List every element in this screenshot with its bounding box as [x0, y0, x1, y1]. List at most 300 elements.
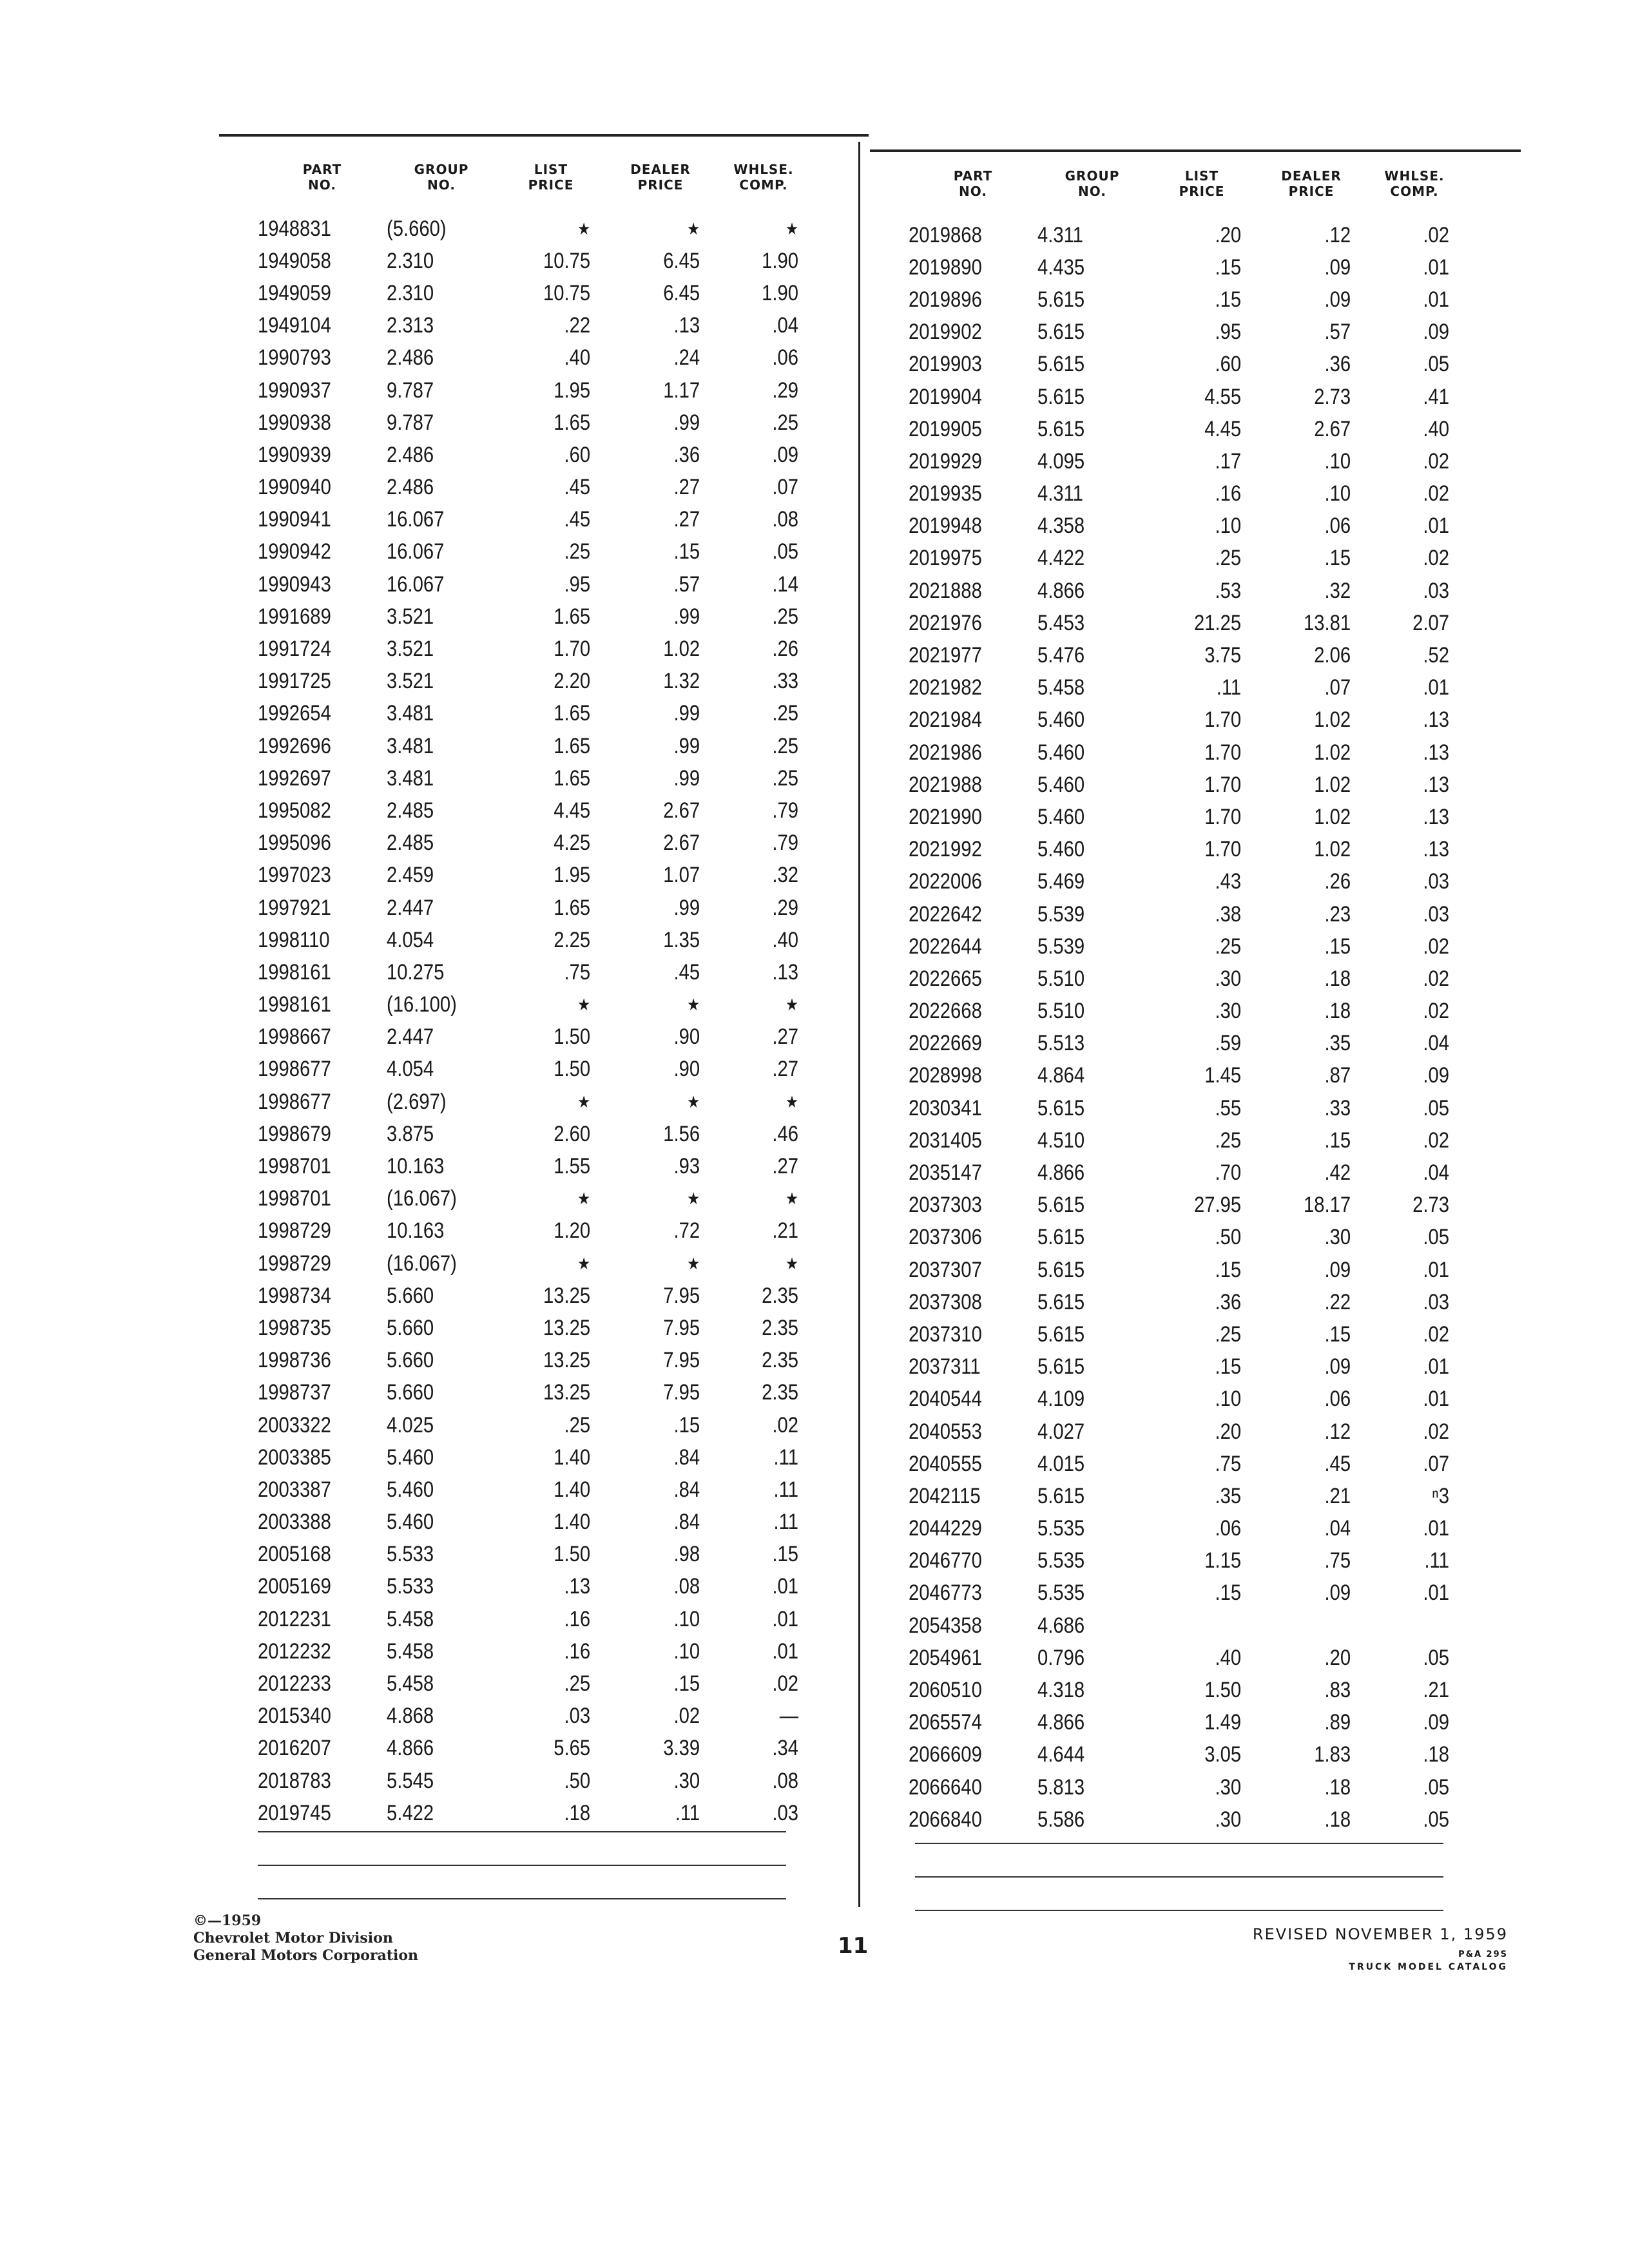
- whlse-comp-cell: .02: [772, 1671, 798, 1696]
- group-no-cell: 16.067: [387, 572, 445, 597]
- dealer-price-cell: .18: [1324, 1807, 1351, 1832]
- part-no-cell: 2003385: [258, 1445, 331, 1470]
- dealer-price-cell: .99: [673, 765, 700, 791]
- group-no-cell: (16.067): [387, 1251, 457, 1276]
- dealer-price-cell: .99: [673, 733, 700, 758]
- whlse-comp-cell: .02: [1423, 934, 1449, 959]
- dealer-price-cell: .12: [1324, 1419, 1351, 1444]
- whlse-comp-cell: .40: [772, 927, 798, 952]
- part-no-cell: 1990943: [258, 572, 331, 597]
- header-list-price: LIST PRICE: [528, 162, 574, 193]
- part-no-cell: 2040555: [909, 1451, 982, 1476]
- table-row: [909, 1610, 1501, 1642]
- part-no-cell: 2037303: [909, 1193, 982, 1218]
- whlse-comp-cell: .29: [772, 378, 798, 403]
- price-table-left: [258, 148, 812, 1829]
- part-no-cell: 1998734: [258, 1283, 331, 1308]
- part-no-cell: 1998679: [258, 1121, 331, 1146]
- revised-date: REVISED NOVEMBER 1, 1959: [1252, 1925, 1508, 1943]
- table-row: [909, 1189, 1501, 1222]
- group-no-cell: 5.660: [387, 1380, 434, 1405]
- whlse-comp-cell: .02: [772, 1412, 798, 1437]
- group-no-cell: 10.163: [387, 1154, 445, 1179]
- dealer-price-cell: 1.02: [1314, 707, 1351, 733]
- whlse-comp-cell: 2.35: [762, 1315, 798, 1340]
- dealer-price-cell: 2.67: [663, 798, 700, 823]
- whlse-comp-cell: .09: [1423, 320, 1449, 345]
- list-price-cell: .17: [1215, 448, 1242, 474]
- dealer-price-cell: .89: [1324, 1710, 1351, 1735]
- part-no-cell: 2019903: [909, 352, 982, 377]
- group-no-cell: 5.458: [387, 1606, 434, 1631]
- part-no-cell: 2037310: [909, 1321, 982, 1347]
- whlse-comp-cell: —: [779, 1704, 798, 1729]
- table-row: [258, 1733, 812, 1765]
- table-row: [258, 1797, 812, 1829]
- list-price-cell: ★: [577, 1189, 591, 1209]
- table-header: [909, 155, 1501, 213]
- group-no-cell: 5.469: [1037, 869, 1085, 894]
- header-whlse-comp: WHLSE. COMP.: [733, 162, 794, 193]
- part-no-cell: 2018783: [258, 1768, 331, 1793]
- part-no-cell: 2019868: [909, 222, 982, 247]
- table-row: [909, 801, 1501, 833]
- table-row: [258, 1377, 812, 1409]
- part-no-cell: 1995082: [258, 798, 331, 823]
- part-no-cell: 1990940: [258, 475, 331, 500]
- dealer-price-cell: .15: [1324, 1321, 1351, 1347]
- list-price-cell: .30: [1215, 999, 1242, 1024]
- dealer-price-cell: .15: [1324, 546, 1351, 571]
- dealer-price-cell: .45: [673, 959, 700, 985]
- part-no-cell: 2031405: [909, 1128, 982, 1153]
- list-price-cell: 1.40: [554, 1510, 591, 1535]
- part-no-cell: 2021992: [909, 837, 982, 862]
- whlse-comp-cell: .05: [1423, 1225, 1449, 1250]
- whlse-comp-cell: .03: [1423, 578, 1449, 603]
- list-price-cell: 1.55: [554, 1154, 591, 1179]
- list-price-cell: 1.65: [554, 604, 591, 629]
- part-no-cell: 2060510: [909, 1678, 982, 1703]
- group-no-cell: 2.447: [387, 895, 434, 920]
- list-price-cell: 13.25: [543, 1380, 591, 1405]
- list-price-cell: 1.65: [554, 701, 591, 726]
- list-price-cell: .38: [1215, 901, 1242, 927]
- list-price-cell: 4.25: [554, 831, 591, 856]
- group-no-cell: 4.318: [1037, 1678, 1085, 1703]
- header-dealer-price: DEALER PRICE: [1281, 168, 1342, 199]
- group-no-cell: 5.813: [1037, 1774, 1085, 1800]
- group-no-cell: 5.660: [387, 1315, 434, 1340]
- table-row: [258, 536, 812, 568]
- dealer-price-cell: 1.17: [663, 378, 700, 403]
- list-price-cell: .55: [1215, 1095, 1242, 1120]
- blank-line: [915, 1843, 1443, 1844]
- whlse-comp-cell: .01: [772, 1606, 798, 1631]
- column-divider: [858, 142, 860, 1907]
- table-row: [258, 892, 812, 924]
- part-no-cell: 1990938: [258, 410, 331, 435]
- part-no-cell: 1991724: [258, 637, 331, 662]
- list-price-cell: .30: [1215, 1774, 1242, 1800]
- part-no-cell: 2019745: [258, 1800, 331, 1825]
- group-no-cell: 5.460: [1037, 707, 1085, 733]
- whlse-comp-cell: .27: [772, 1057, 798, 1082]
- group-no-cell: 5.460: [1037, 772, 1085, 797]
- table-row: [909, 284, 1501, 316]
- top-rule-right: [870, 149, 1521, 152]
- part-no-cell: 2021984: [909, 707, 982, 733]
- whlse-comp-cell: .46: [772, 1121, 798, 1146]
- list-price-cell: .36: [1215, 1289, 1242, 1314]
- dealer-price-cell: .20: [1324, 1645, 1351, 1670]
- dealer-price-cell: 2.67: [663, 831, 700, 856]
- dealer-price-cell: .45: [1324, 1451, 1351, 1476]
- list-price-cell: 1.15: [1204, 1548, 1242, 1573]
- group-no-cell: 5.510: [1037, 966, 1085, 991]
- page-number: 11: [838, 1933, 869, 1959]
- dealer-price-cell: .42: [1324, 1160, 1351, 1186]
- whlse-comp-cell: .27: [772, 1154, 798, 1179]
- part-no-cell: 2021976: [909, 610, 982, 635]
- list-price-cell: ★: [577, 995, 591, 1015]
- table-row: [909, 769, 1501, 801]
- dealer-price-cell: 1.07: [663, 863, 700, 888]
- dealer-price-cell: .15: [1324, 1128, 1351, 1153]
- part-no-cell: 1998735: [258, 1315, 331, 1340]
- whlse-comp-cell: .04: [1423, 1031, 1449, 1056]
- list-price-cell: .53: [1215, 578, 1242, 603]
- group-no-cell: 3.521: [387, 604, 434, 629]
- group-no-cell: 5.453: [1037, 610, 1085, 635]
- whlse-comp-cell: .79: [772, 831, 798, 856]
- whlse-comp-cell: .34: [772, 1736, 798, 1761]
- part-no-cell: 1990937: [258, 378, 331, 403]
- whlse-comp-cell: .21: [1423, 1678, 1449, 1703]
- group-no-cell: 4.422: [1037, 546, 1085, 571]
- dealer-price-cell: ★: [687, 1253, 700, 1273]
- whlse-comp-cell: .52: [1423, 643, 1449, 668]
- table-row: [258, 1765, 812, 1797]
- group-no-cell: 5.533: [387, 1542, 434, 1567]
- group-no-cell: 4.109: [1037, 1387, 1085, 1412]
- list-price-cell: .40: [1215, 1645, 1242, 1670]
- dealer-price-cell: .15: [673, 1412, 700, 1437]
- part-no-cell: 2012232: [258, 1639, 331, 1664]
- whlse-comp-cell: .05: [1423, 352, 1449, 377]
- dealer-price-cell: .36: [673, 442, 700, 467]
- list-price-cell: 21.25: [1194, 610, 1242, 635]
- part-no-cell: 2012231: [258, 1606, 331, 1631]
- dealer-price-cell: .02: [673, 1704, 700, 1729]
- whlse-comp-cell: ★: [785, 1091, 798, 1111]
- whlse-comp-cell: .29: [772, 895, 798, 920]
- group-no-cell: 3.521: [387, 637, 434, 662]
- table-row: [258, 860, 812, 892]
- part-no-cell: 2046770: [909, 1548, 982, 1573]
- whlse-comp-cell: .09: [1423, 1063, 1449, 1088]
- list-price-cell: 1.70: [1204, 772, 1242, 797]
- table-row: [909, 251, 1501, 284]
- group-no-cell: 3.481: [387, 733, 434, 758]
- group-no-cell: 4.644: [1037, 1742, 1085, 1767]
- list-price-cell: .10: [1215, 1387, 1242, 1412]
- list-price-cell: .15: [1215, 1581, 1242, 1606]
- dealer-price-cell: 1.32: [663, 669, 700, 694]
- part-no-cell: 1998677: [258, 1057, 331, 1082]
- dealer-price-cell: .90: [673, 1024, 700, 1050]
- dealer-price-cell: ★: [687, 1189, 700, 1209]
- list-price-cell: .16: [1215, 481, 1242, 506]
- part-no-cell: 2019902: [909, 320, 982, 345]
- table-row: [909, 1803, 1501, 1836]
- table-row: [258, 374, 812, 407]
- whlse-comp-cell: .02: [1423, 999, 1449, 1024]
- list-price-cell: .60: [1215, 352, 1242, 377]
- group-no-cell: (2.697): [387, 1089, 447, 1114]
- table-row: [258, 1441, 812, 1474]
- part-no-cell: 2037311: [909, 1354, 981, 1379]
- whlse-comp-cell: .26: [772, 637, 798, 662]
- dealer-price-cell: .72: [673, 1218, 700, 1244]
- dealer-price-cell: .10: [1324, 448, 1351, 474]
- whlse-comp-cell: .01: [1423, 1581, 1449, 1606]
- list-price-cell: .95: [1215, 320, 1242, 345]
- part-no-cell: 1992697: [258, 765, 331, 791]
- table-row: [258, 1247, 812, 1280]
- pa-code: P&A 29S: [1458, 1950, 1508, 1959]
- part-no-cell: 1990942: [258, 539, 331, 564]
- header-part-no: PART NO.: [953, 168, 993, 199]
- list-price-cell: .15: [1215, 1257, 1242, 1282]
- part-no-cell: 2003387: [258, 1477, 331, 1502]
- part-no-cell: 1990941: [258, 507, 331, 532]
- group-no-cell: 2.485: [387, 798, 434, 823]
- list-price-cell: .25: [564, 539, 591, 564]
- dealer-price-cell: 1.35: [663, 927, 700, 952]
- group-no-cell: 5.422: [387, 1800, 434, 1825]
- table-row: [909, 1577, 1501, 1610]
- table-row: [258, 827, 812, 860]
- group-no-cell: (16.100): [387, 992, 457, 1017]
- blank-line: [915, 1876, 1443, 1878]
- part-no-cell: 1949059: [258, 280, 331, 305]
- dealer-price-cell: 1.02: [1314, 804, 1351, 829]
- part-no-cell: 2019890: [909, 255, 982, 280]
- part-no-cell: 1998729: [258, 1218, 331, 1244]
- list-price-cell: 13.25: [543, 1348, 591, 1373]
- part-no-cell: 2040553: [909, 1419, 982, 1444]
- whlse-comp-cell: ★: [785, 1253, 798, 1273]
- group-no-cell: 2.313: [387, 313, 434, 338]
- group-no-cell: 4.027: [1037, 1419, 1085, 1444]
- table-row: [909, 866, 1501, 898]
- list-price-cell: .18: [564, 1800, 591, 1825]
- table-row: [909, 834, 1501, 866]
- whlse-comp-cell: .79: [772, 798, 798, 823]
- header-list-price: LIST PRICE: [1179, 168, 1225, 199]
- part-no-cell: 1998736: [258, 1348, 331, 1373]
- group-no-cell: 5.615: [1037, 1257, 1085, 1282]
- list-price-cell: 27.95: [1194, 1193, 1242, 1218]
- list-price-cell: 1.65: [554, 765, 591, 791]
- part-no-cell: 2046773: [909, 1581, 982, 1606]
- whlse-comp-cell: .01: [1423, 1387, 1449, 1412]
- group-no-cell: 4.868: [387, 1704, 434, 1729]
- table-row: [909, 1739, 1501, 1771]
- part-no-cell: 2044229: [909, 1516, 982, 1541]
- dealer-price-cell: 1.02: [1314, 837, 1351, 862]
- list-price-cell: 1.65: [554, 733, 591, 758]
- list-price-cell: 1.65: [554, 895, 591, 920]
- blank-line: [258, 1898, 786, 1899]
- table-row: [909, 1060, 1501, 1092]
- list-price-cell: .15: [1215, 287, 1242, 312]
- group-no-cell: 5.460: [387, 1445, 434, 1470]
- list-price-cell: .70: [1215, 1160, 1242, 1186]
- dealer-price-cell: .15: [673, 539, 700, 564]
- group-no-cell: 2.310: [387, 280, 434, 305]
- whlse-comp-cell: .04: [1423, 1160, 1449, 1186]
- whlse-comp-cell: .02: [1423, 966, 1449, 991]
- dealer-price-cell: 13.81: [1304, 610, 1351, 635]
- group-no-cell: 4.311: [1037, 481, 1084, 506]
- part-no-cell: 2040544: [909, 1387, 982, 1412]
- whlse-comp-cell: .05: [1423, 1774, 1449, 1800]
- whlse-comp-cell: .01: [772, 1639, 798, 1664]
- dealer-price-cell: .30: [1324, 1225, 1351, 1250]
- table-row: [909, 1448, 1501, 1480]
- whlse-comp-cell: .01: [1423, 675, 1449, 700]
- part-no-cell: 2019905: [909, 416, 982, 441]
- part-no-cell: 2021988: [909, 772, 982, 797]
- dealer-price-cell: .15: [1324, 934, 1351, 959]
- list-price-cell: 4.45: [554, 798, 591, 823]
- group-no-cell: 2.486: [387, 442, 434, 467]
- dealer-price-cell: 1.56: [663, 1121, 700, 1146]
- whlse-comp-cell: 1.90: [762, 280, 798, 305]
- table-row: [258, 762, 812, 794]
- whlse-comp-cell: ★: [785, 1189, 798, 1209]
- dealer-price-cell: .32: [1324, 578, 1351, 603]
- table-row: [258, 601, 812, 633]
- whlse-comp-cell: .25: [772, 701, 798, 726]
- whlse-comp-cell: ★: [785, 218, 798, 238]
- dealer-price-cell: .13: [673, 313, 700, 338]
- group-no-cell: 10.275: [387, 959, 445, 985]
- group-no-cell: 5.460: [1037, 740, 1085, 765]
- part-no-cell: 1990939: [258, 442, 331, 467]
- whlse-comp-cell: .11: [1424, 1548, 1449, 1573]
- list-price-cell: 1.70: [554, 637, 591, 662]
- whlse-comp-cell: 2.35: [762, 1283, 798, 1308]
- table-row: [258, 342, 812, 374]
- table-row: [909, 639, 1501, 671]
- table-row: [909, 1286, 1501, 1318]
- price-table-right: [909, 155, 1501, 1836]
- blank-line: [258, 1831, 786, 1832]
- table-row: [258, 730, 812, 762]
- header-group-no: GROUP NO.: [1065, 168, 1120, 199]
- dealer-price-cell: .11: [675, 1800, 700, 1825]
- part-no-cell: 1998737: [258, 1380, 331, 1405]
- list-price-cell: 1.49: [1204, 1710, 1242, 1735]
- part-no-cell: 1991725: [258, 669, 331, 694]
- table-row: [909, 1351, 1501, 1383]
- dealer-price-cell: .21: [1324, 1483, 1351, 1508]
- list-price-cell: .25: [1215, 1321, 1242, 1347]
- group-no-cell: 5.510: [1037, 999, 1085, 1024]
- group-no-cell: 4.095: [1037, 448, 1085, 474]
- dealer-price-cell: .22: [1324, 1289, 1351, 1314]
- whlse-comp-cell: .25: [772, 733, 798, 758]
- group-no-cell: 4.866: [1037, 1710, 1085, 1735]
- part-no-cell: 2030341: [909, 1095, 982, 1120]
- table-row: [909, 930, 1501, 963]
- list-price-cell: 1.70: [1204, 837, 1242, 862]
- part-no-cell: 1995096: [258, 831, 331, 856]
- dealer-price-cell: .23: [1324, 901, 1351, 927]
- dealer-price-cell: .84: [673, 1510, 700, 1535]
- part-no-cell: 1998701: [258, 1186, 331, 1211]
- blank-line: [915, 1910, 1443, 1911]
- dealer-price-cell: .09: [1324, 1581, 1351, 1606]
- dealer-price-cell: ★: [687, 218, 700, 238]
- revision-info: [1237, 1925, 1508, 1972]
- dealer-price-cell: .83: [1324, 1678, 1351, 1703]
- list-price-cell: ★: [577, 1091, 591, 1111]
- header-part-no: PART NO.: [302, 162, 342, 193]
- group-no-cell: 2.310: [387, 248, 434, 273]
- whlse-comp-cell: .03: [1423, 901, 1449, 927]
- table-row: [909, 1124, 1501, 1157]
- table-row: [258, 1150, 812, 1182]
- part-no-cell: 1997023: [258, 863, 331, 888]
- table-row: [909, 543, 1501, 575]
- list-price-cell: 1.50: [1204, 1678, 1242, 1703]
- whlse-comp-cell: .02: [1423, 546, 1449, 571]
- table-row: [909, 1416, 1501, 1448]
- group-no-cell: 4.864: [1037, 1063, 1085, 1088]
- table-body-left: [258, 213, 812, 1829]
- table-row: [258, 1474, 812, 1506]
- list-price-cell: .20: [1215, 1419, 1242, 1444]
- whlse-comp-cell: .25: [772, 410, 798, 435]
- dealer-price-cell: .24: [673, 345, 700, 370]
- part-no-cell: 2042115: [909, 1483, 981, 1508]
- list-price-cell: 1.70: [1204, 740, 1242, 765]
- part-no-cell: 2021977: [909, 643, 982, 668]
- list-price-cell: 1.70: [1204, 804, 1242, 829]
- table-row: [909, 1513, 1501, 1545]
- group-no-cell: 4.054: [387, 927, 434, 952]
- group-no-cell: 2.459: [387, 863, 434, 888]
- list-price-cell: .30: [1215, 966, 1242, 991]
- group-no-cell: 5.539: [1037, 901, 1085, 927]
- whlse-comp-cell: .07: [772, 475, 798, 500]
- group-no-cell: 2.447: [387, 1024, 434, 1050]
- table-row: [258, 277, 812, 309]
- list-price-cell: 2.60: [554, 1121, 591, 1146]
- dealer-price-cell: 2.67: [1314, 416, 1351, 441]
- part-no-cell: 2019929: [909, 448, 982, 474]
- whlse-comp-cell: .11: [773, 1510, 798, 1535]
- whlse-comp-cell: .01: [1423, 514, 1449, 539]
- whlse-comp-cell: .01: [1423, 1516, 1449, 1541]
- dealer-price-cell: 7.95: [663, 1315, 700, 1340]
- dealer-price-cell: .12: [1324, 222, 1351, 247]
- dealer-price-cell: .18: [1324, 966, 1351, 991]
